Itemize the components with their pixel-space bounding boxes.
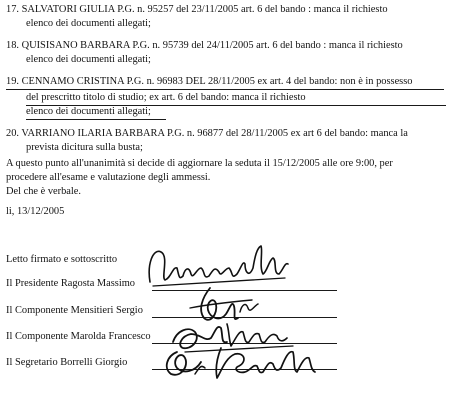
paragraph-line-2: procedere all'esame e valutazione degli ammessi. (6, 172, 211, 183)
item-20-line-1: 20. VARRIANO ILARIA BARBARA P.G. n. 96877 del 28/11/2005 ex art 6 del bando: manca la (6, 128, 408, 139)
signatory-secretary: Il Segretario Borrelli Giorgio (6, 357, 128, 368)
signatory-component-1: Il Componente Mensitieri Sergio (6, 305, 143, 316)
item-19-line-2: del prescritto titolo di studio; ex art. 6 del bando: manca il richiesto (26, 92, 306, 103)
item-20-line-2: prevista dicitura sulla busta; (26, 142, 143, 153)
item-17-line-2: elenco dei documenti allegati; (26, 18, 151, 29)
paragraph-line-3: Del che è verbale. (6, 186, 81, 197)
item-19-underline-3 (26, 119, 166, 120)
signatory-president: Il Presidente Ragosta Massimo (6, 278, 136, 289)
item-18-line-2: elenco dei documenti allegati; (26, 54, 151, 65)
paragraph-line-1: A questo punto all'unanimità si decide di aggiornare la seduta il 15/12/2005 alle ore 9:00, per (6, 158, 393, 169)
item-17-line-1: 17. SALVATORI GIULIA P.G. n. 95257 del 23/11/2005 art. 6 del bando : manca il richiesto (6, 4, 388, 15)
item-19-line-3: elenco dei documenti allegati; (26, 106, 151, 117)
signed-line: Letto firmato e sottoscritto (6, 254, 118, 265)
item-18-line-1: 18. QUISISANO BARBARA P.G. n. 95739 del 24/11/2005 art. 6 del bando : manca il richiesto (6, 40, 403, 51)
item-19-underline-1 (6, 89, 444, 90)
signature-borrelli-giorgio (155, 338, 330, 388)
date-line: li, 13/12/2005 (6, 206, 65, 217)
item-19-line-1: 19. CENNAMO CRISTINA P.G. n. 96983 DEL 28/11/2005 ex art. 4 del bando: non è in possesso (6, 76, 413, 87)
signatory-component-2: Il Componente Marolda Francesco (6, 331, 151, 342)
